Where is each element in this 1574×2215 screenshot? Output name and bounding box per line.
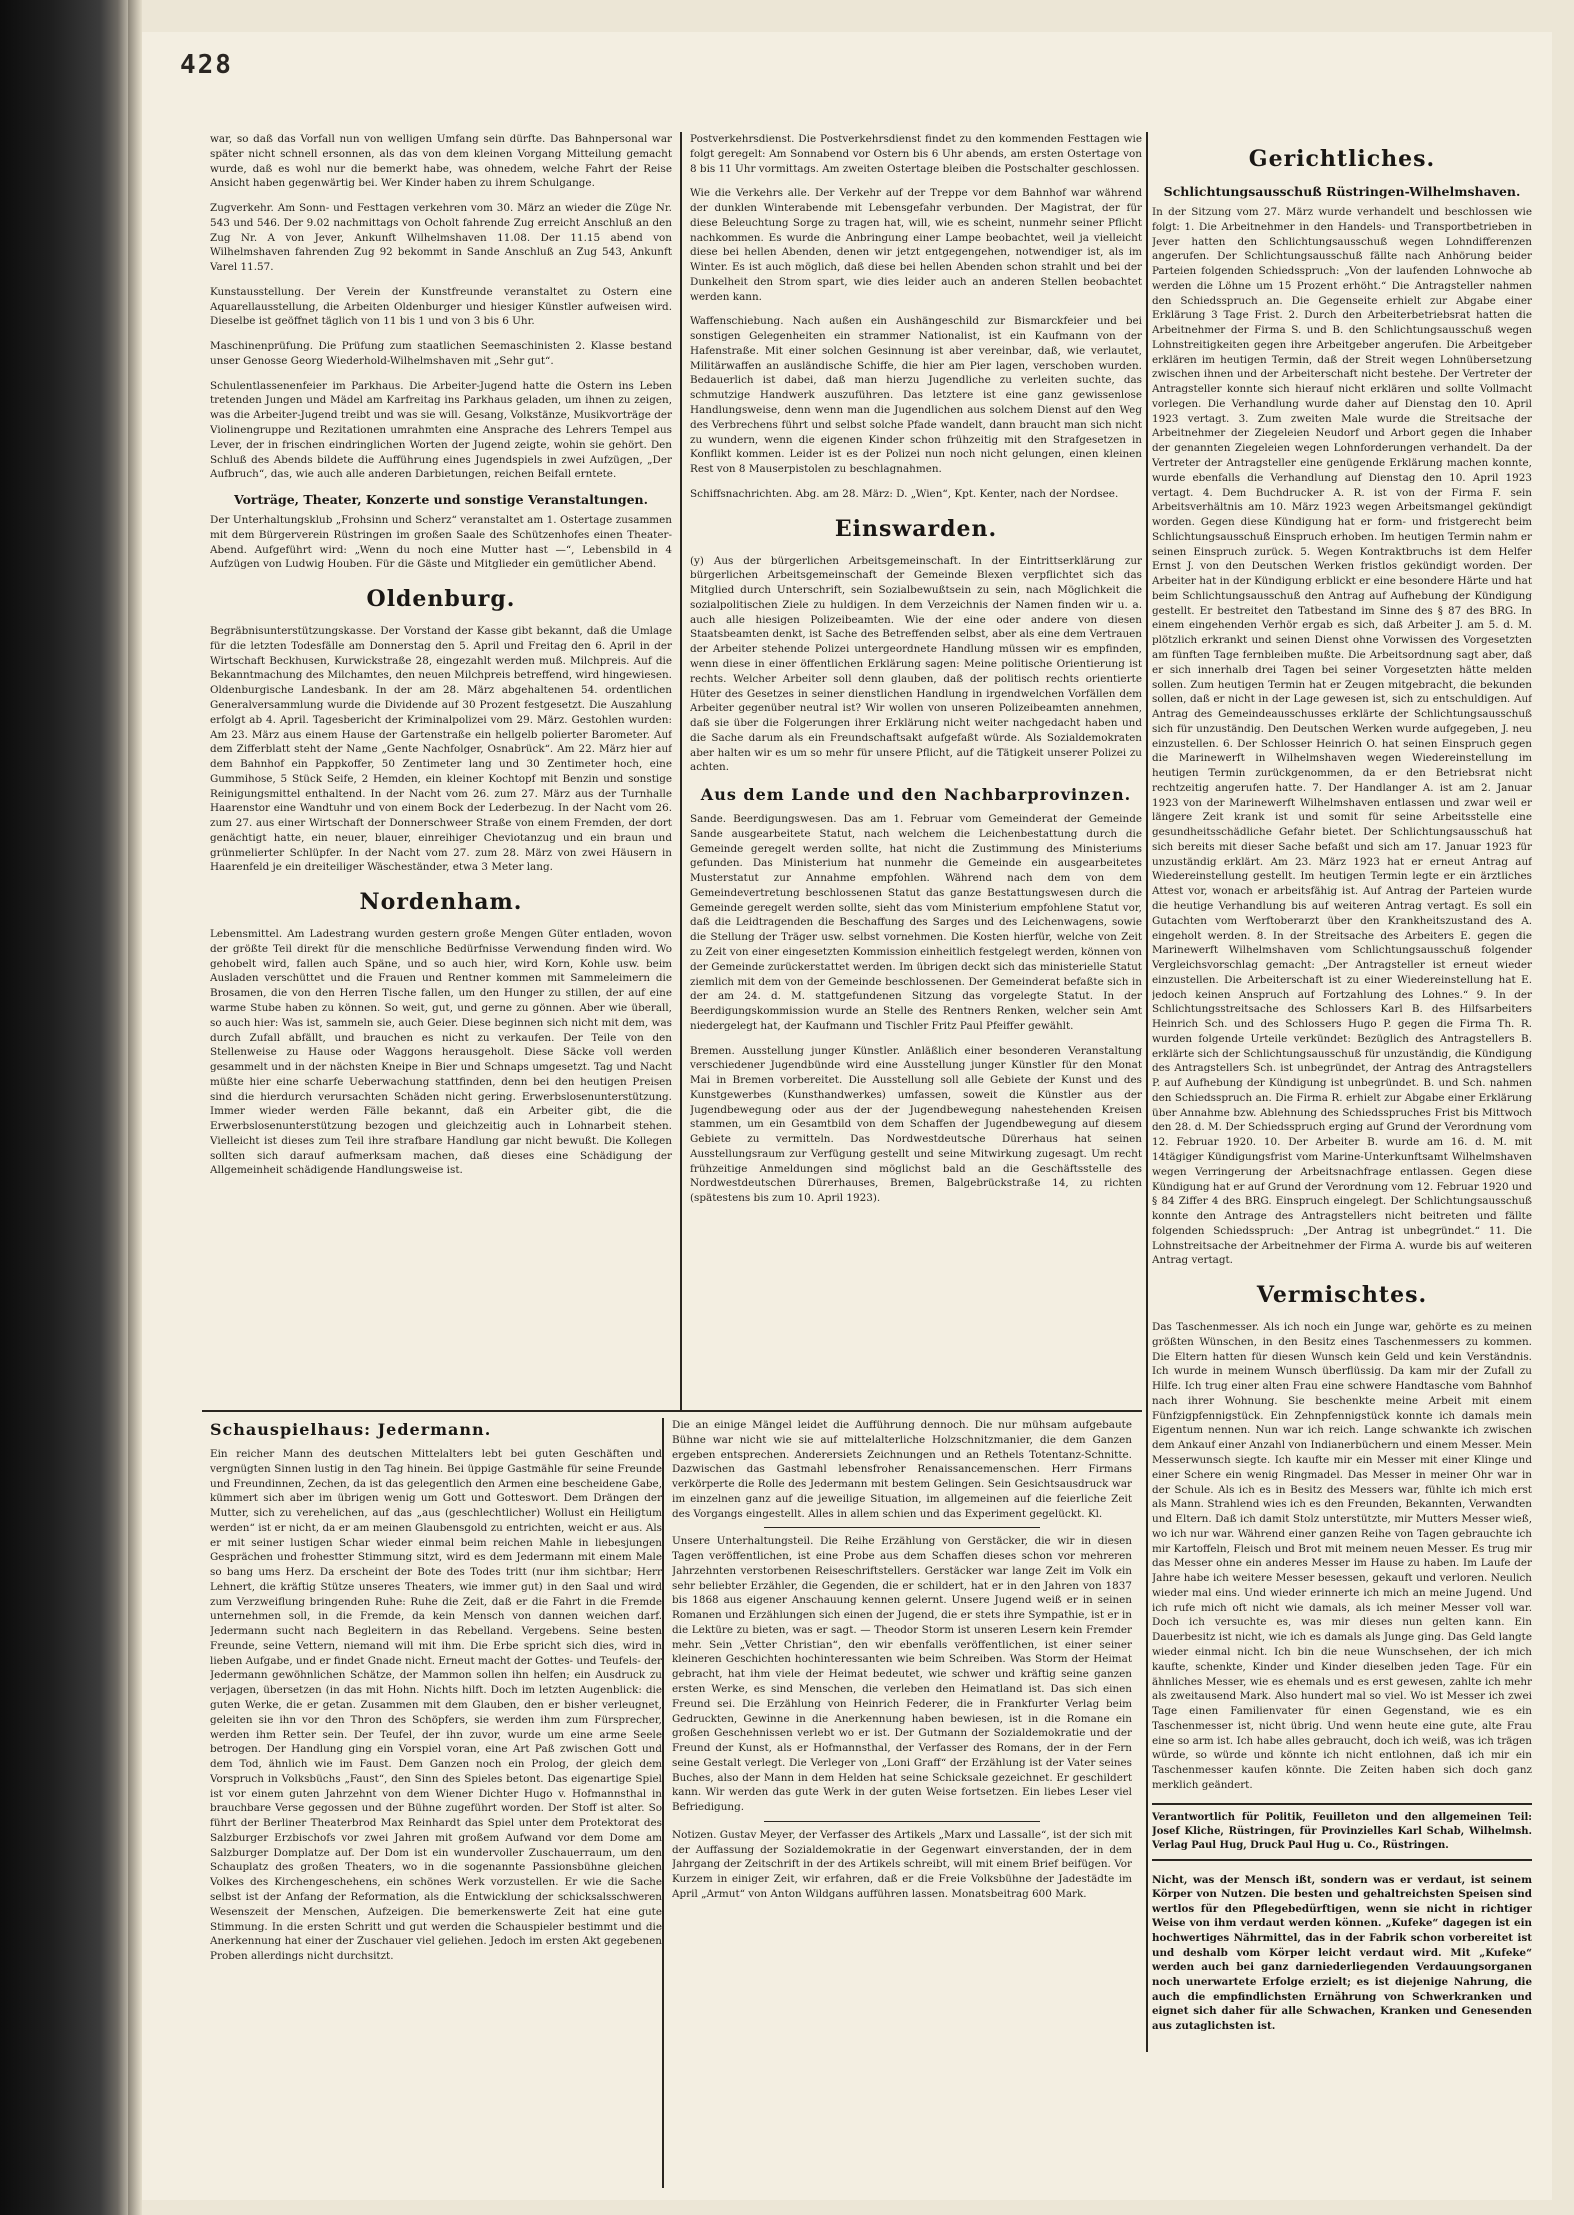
section-heading-vortraege: Vorträge, Theater, Konzerte und sonstige Veranstaltungen. [234,492,648,508]
article-nordenham [210,927,672,1178]
article-text: Notizen. Gustav Meyer, der Verfasser des Artikels „Marx und Lassalle“, ist der sich mit der Auffassung der Sozialdemokratie in der Gegenwart einverstanden, der in dem Jahrgang der Zeitschrift in der des Artikels schreibt, will mit einem Brief beifügen. Vor Kurzem in einiger Zeit, wir erfahren, daß er die Freie Volksbühne der Jadestädte im April „Armut“ von Anton Wildgans aufführen lassen. Monatsbeitrag 600 Mark. [672,1828,1132,1900]
book-binding [0,0,128,2215]
article-text: Schulentlassenenfeier im Parkhaus. Die Arbeiter-Jugend hatte die Ostern ins Leben tretenden Jungen und Mädel am Karfreitag ins Parkhaus geladen, um ihnen zu zeigen, was die Arbeiter-Jugend treibt und was sie will. Gesang, Volkstänze, Musikvorträge der Violinengruppe und Rezitationen umrahmten eine Ansprache des Lehrers Tempel aus Lever, der in frischen eindringlichen Worten der Jugend zeigte, wohin sie gehört. Den Schluß des Abends bildete die Aufführung eines Jugendspiels in zwei Aufzügen, „Der Aufbruch“, das, wie auch alle anderen Darbietungen, reichen Beifall erntete. [210,379,672,481]
column-rule [662,1418,664,2188]
article-sande [690,812,1142,1033]
article-zugverkehr [210,201,672,275]
section-heading-einswarden: Einswarden. [834,515,998,542]
article-text: war, so daß das Vorfall nun von welligen Umfang sein dürfte. Das Bahnpersonal war später nicht schnell ersonnen, als das von dem kleinen Vorgang Mitteilung gemacht wurde, daß es wohl nur die bemerkt habe, was ohnedem, welche Fahrt der Reise Ansicht haben gegenwärtig bei. Wer Kinder haben zu ihrem Schulgange. [210,133,672,190]
article-kunstausstellung [210,285,672,329]
article-text: Sande. Beerdigungswesen. Das am 1. Februar vom Gemeinderat der Gemeinde Sande ausgearbeitete Statut, nach welchem die Leichenbestattung durch die Gemeinde geregelt werden sollte, hat nicht die Zustimmung des Ministeriums gefunden. Das Ministerium hat nunmehr die Gemeinde ein ausgearbeitetes Musterstatut zur Annahme empfohlen. Während nach dem von dem Gemeindevertretung beschlossenen Statut das ganze Bestattungswesen durch die Gemeinde geregelt werden sollte, sieht das vom Ministerium empfohlene Statut vor, daß die Leidtragenden die Beschaffung des Sarges und des Leichenwagens, sowie die Stellung der Träger usw. selbst vornehmen. Die Kosten hierfür, welche von Zeit zu Zeit von einer eingesetzten Kommission einheitlich festgelegt werden, können von der Gemeinde zurückerstattet werden. Im übrigen deckt sich das ministerielle Statut ziemlich mit dem von der Gemeinde beschlossenen. Der Gemeinderat befaßte sich in der am 24. d. M. stattgefundenen Sitzung das vorgelegte Statut. In der Beerdigungskommission wurde an Stelle des Rentners Renken, welcher sein Amt niedergelegt hat, der Kaufmann und Tischler Fritz Paul Pfeiffer gewählt. [690,813,1142,1032]
divider [764,1821,1040,1822]
newspaper-page [142,32,1552,2200]
article-text: Die an einige Mängel leidet die Aufführung dennoch. Die nur mühsam aufgebaute Bühne war nicht wie sie auf mittelalterliche Holzschnitzmanier, die dem Ganzen ergeben entsprechen. Anderersiets Zeichnungen und an Rethels Totentanz-Schnitte. Dazwischen das Gastmahl lebensfroher Renaissancemenschen. Herr Firmans verkörperte die Rolle des Jedermann mit bestem Gelingen. Sein Gesichtsausdruck war im einzelnen ganz auf die jeweilige Situation, im allgemeinen auf die feierliche Zeit des Vorgangs eingestellt. Alles in allem schien und das Experiment gegelückt. Kl. [672,1419,1132,1520]
article-maschinenpruefung [210,339,672,369]
feuilleton-left [210,1418,662,2188]
article-treppe [690,186,1142,304]
article-text: Unsere Unterhaltungsteil. Die Reihe Erzählung von Gerstäcker, die wir in diesen Tagen veröffentlichen, ist eine Probe aus dem Schaffen dieses schon vor mehreren Jahrzehnten verstorbenen Reiseschriftstellers. Gerstäcker war lange Zeit im Volk ein sehr beliebter Erzähler, die Gegenden, die er schildert, hat er in den Jahren von 1837 bis 1868 aus eigener Anschauung kennen gelernt. Unsere Jugend weiß er in seinen Romanen und Erzählungen sich einen der Jugend, die er stets ihre Sympathie, ist er in die Lektüre zu bieten, was er sagt. — Theodor Storm ist unseren Lesern kein Fremder mehr. Sein „Vetter Christian“, den wir ebenfalls veröffentlichen, ist einer seiner kleineren Geschichten hochinteressanten wie beim Schreiben. Was Storm der Heimat gebracht, hat ihm viele der Heimat bedeutet, wie schwer und kräftig seine ganzen ersten Werke, es sind Menschen, die verleben den Heimatland ist. Das sich einen Freund sei. Die Erzählung von Heinrich Federer, die in Frankfurter Verlag beim Gedruckten, Gewinne in die Anerkennung haben bewiesen, ist in die Romane ein großen Geschehnissen verlebt wo er ist. Der Gutmann der Sozialdemokratie und der Freund der Kunst, als er Hofmannsthal, der Verfasser des Romans, der in der Fern seine Gestalt verlegt. Die Verleger von „Loni Graff“ der Erzählung ist der Vater seines Buches, also der Mann in dem Helden hat seine Schicksale gezeichnet. Er geschildert kann. Wir werden das gute Werk in der guten Weise fortsetzen. Ein liebes Leser viel Befriedigung. [672,1535,1132,1814]
divider [764,1527,1040,1528]
article-text: Bremen. Ausstellung junger Künstler. Anläßlich einer besonderen Veranstaltung verschiedener Jugendbünde wird eine Ausstellung junger Künstler für den Monat Mai in Bremen vorbereitet. Die Ausstellung soll alle Gebiete der Kunst und des Kunstgewerbes (Kunsthandwerkes) umfassen, soweit die Künstler aus der Jugendbewegung oder aus der der Jugendbewegung nahestehenden Kreisen stammen, um ein Gesamtbild von dem Schaffen der Jugendbewegung auf diesem Gebiete zu vermitteln. Das Nordwestdeutsche Dürerhaus hat seinen Ausstellungsraum zur Verfügung gestellt und seine Mitwirkung zugesagt. Um recht frühzeitige Anmeldungen sind möglichst bald an die Geschäftsstelle des Nordwestdeutschen Dürerhauses, Bremen, Balgebrückstraße 14, zu richten (spätestens bis zum 10. April 1923). [690,1044,1142,1205]
article-text: Zugverkehr. Am Sonn- und Festtagen verkehren vom 30. März an wieder die Züge Nr. 543 und 546. Der 9.02 nachmittags von Ocholt fahrende Zug erreicht Anschluß an den Zug Nr. A von Jever, Ankunft Wilhelmshaven 11.08. Der 11.15 abend von Wilhelmshaven fahrenden Zug 92 bekommt in Sande Anschluß an Zug 543, Ankunft Varel 11.57. [210,202,672,274]
article-waffenschiebung [690,314,1142,476]
section-heading-schauspielhaus: Schauspielhaus: Jedermann. [210,1420,492,1439]
column-middle [690,132,1142,1412]
article-text: Postverkehrsdienst. Die Postverkehrsdienst findet zu den kommenden Festtagen wie folgt geregelt: Am Sonnabend vor Ostern bis 6 Uhr abends, am ersten Ostertage von 8 bis 11 Uhr vormittags. Am zweiten Ostertage bleiben die Postschalter geschlossen. [690,133,1142,175]
article-postverkehr [690,132,1142,176]
subheading-schlichtungsausschuss: Schlichtungsausschuß Rüstringen-Wilhelmshaven. [1163,184,1521,199]
section-heading-oldenburg: Oldenburg. [366,586,516,613]
article-taschenmesser [1152,1320,1532,1793]
article-text: Kunstausstellung. Der Verein der Kunstfreunde veranstaltet zu Ostern eine Aquarellausstellung, die Arbeiten Oldenburger und hiesiger Künstler aufweisen wird. Dieselbe ist geöffnet täglich von 11 bis 1 und von 3 bis 6 Uhr. [210,285,672,328]
article-schulentlassenenfeier [210,379,672,482]
article-text: Schiffsnachrichten. Abg. am 28. März: D. „Wien“, Kpt. Kenter, nach der Nordsee. [690,487,1119,500]
article-text: Wie die Verkehrs alle. Der Verkehr auf der Treppe vor dem Bahnhof war während der dunklen Winterabende mit Lebensgefahr verbunden. Der Magistrat, der für diese Beleuchtung Sorge zu tragen hat, will, wie es scheint, nunmehr seiner Pflicht nachkommen. Es wurde die Anbringung einer Lampe beobachtet, weil ja vielleicht diese bei hellen Abenden, denen wir jetzt entgegengehen, notwendiger ist, als im Winter. Es ist auch möglich, daß diese bei hellen Abenden schon strahlt und bei der Dunkelheit den Strom spart, wie dies leider auch an anderen Stellen beobachtet werden kann. [690,187,1142,303]
column-right [1152,132,1532,2052]
imprint-text: Verantwortlich für Politik, Feuilleton und den allgemeinen Teil: Josef Kliche, Rüstringen, für Provinzielles Karl Schab, Wilhelmsh. Verlag Paul Hug, Druck Paul Hug u. Co., Rüstringen. [1152,1811,1532,1851]
column-rule [1146,132,1148,2052]
article-bremen [690,1044,1142,1206]
advertisement-text: Nicht, was der Mensch ißt, sondern was er verdaut, ist seinem Körper von Nutzen. Die besten und gehaltreichsten Speisen sind wertlos für den Pflegebedürftigen, wenn sie nicht in richtiger Weise von ihm verdaut werden können. „Kufeke“ dagegen ist ein hochwertiges Nährmittel, das in der Fabrik schon vorbereitet ist und deshalb vom Körper leicht verdaut wird. Mit „Kufeke“ werden auch bei ganz darniederliegenden Verdauungsorganen noch unerwartete Erfolge erzielt; es ist diejenige Nahrung, die auch die empfindlichsten Ernährung von Schwerkranken und eignet sich daher für alle Schwachen, Kranken und Genesenden aus zutaglichsten ist. [1152,1873,1532,2032]
section-rule [202,1410,1142,1412]
advertisement-kufeke [1152,1873,1532,2034]
section-heading-lande: Aus dem Lande und den Nachbarprovinzen. [700,785,1132,805]
article-text: Das Taschenmesser. Als ich noch ein Junge war, gehörte es zu meinen größten Wünschen, in den Besitz eines Taschenmessers zu kommen. Die Eltern hatten für diesen Wunsch kein Geld und kein Verständnis. Ich wurde in meinem Wunsch überflüssig. Da kam mir der Zufall zu Hilfe. Ich trug einer alten Frau eine schwere Handtasche vom Bahnhof nach ihrer Wohnung. Sie beschenkte meine Arbeit mit einem Fünfzigpfennigstück. Ein Zehnpfennigstück konnte ich damals mein Eigentum nennen. Nun war ich reich. Lange schwankte ich zwischen dem Ankauf einer Anzahl von Indianerbüchern und einem Messer. Mein Messerwunsch siegte. Ich kaufte mir ein Messer mit einer Klinge und einer Schere ein wenig Ringmadel. Das Messer in meiner Ohr war in der Schule. Als ich es in Besitz des Messers war, fühlte ich mich erst als Mann. Strahlend wies ich es den Freunden, Bekannten, Verwandten und Eltern. Daß ich damit Stolz unterstützte, mir Mutters Messer wieß, wo ich nur war. Während einer ganzen Reihe von Tagen gebrauchte ich mir Kartoffeln, Fleisch und Brot mit meinem neuen Messer. Es trug mir das Messer ohne ein anderes Messer im Hause zu haben. Im Laufe der Jahre habe ich weitere Messer besessen, gekauft und verloren. Neulich wieder mal eins. Und wieder erinnerte ich mich an meine Jugend. Und ich rufe mich oft nicht wie damals, als ich meiner Messer voll war. Doch ich versuchte es, was mir dieses nun gelten kann. Ein Dauerbesitz ist nicht, wie ich es damals als Junge ging. Das Geld langte wieder einmal nicht. Ich bin die neue Wunschsehen, der ich mich kaufte, schenkte, Kinder und Kinder dieselben jeden Tage. Für ein ähnliches Messer, wie es ehemals und es erst gewesen, zahlte ich mehr als zweitausend Mark. Also hundert mal so viel. Wo ist Messer ich zwei Tage einen Familienvater für einen Gegenstand, wie es ein Taschenmesser ist, nicht übrig. Und wenn heute eine gute, alte Frau eine so arm ist. Ich habe alles gebraucht, doch ich weiß, was ich trägen würde, so würde und könnte ich nicht entlohnen, daß ich mir ein Taschenmesser kaufen könnte. Die Zeiten haben sich doch ganz merklich geändert. [1152,1321,1532,1791]
article-text: Lebensmittel. Am Ladestrang wurden gestern große Mengen Güter entladen, wovon der größte Teil direkt für die menschliche Bedürfnisse Verwendung finden wird. Wo gehobelt wird, fallen auch Späne, und so auch hier, wird Korn, Kohle usw. beim Ausladen verschüttet und die Frauen und Rentner kommen mit Sammeleimern die Brosamen, die von den Herren Tische fallen, um den Hunger zu stillen, der auf eine warme Stube haben zu können. So weit, gut, und gerne zu gönnen. Aber wie überall, so auch hier: Was ist, sammeln sie, auch Geier. Diese beginnen sich nicht mit dem, was durch Zufall abfällt, und brauchen es nicht zu verkaufen. Der Teile von den Stellenweise zu Hause oder Waggons herausgeholt. Diese Säcke voll werden gesammelt und in der nächsten Kneipe in Bier und Schnaps umgesetzt. Tag und Nacht müßte hier eine scharfe Ueberwachung stattfinden, denn bei den heutigen Preisen sind die hierdurch verursachten Schäden nicht gering. Erwerbslosenunterstützung. Immer wieder werden Fälle bekannt, daß ein Arbeiter gibt, die die Erwerbslosenunterstützung bezogen und gleichzeitig auch in Lohnarbeit stehen. Vielleicht ist dieses zum Teil ihre strafbare Handlung gar nicht bewußt. Die Kollegen sollten sich darauf aufmerksam machen, daß dieses eine Schädigung der Allgemeinheit schädigende Handlungsweise ist. [210,928,672,1177]
article-text: (y) Aus der bürgerlichen Arbeitsgemeinschaft. In der Eintrittserklärung zur bürgerlichen Arbeitsgemeinschaft der Gemeinde Blexen verpflichtet sich das Mitglied durch Unterschrift, sein Sozialbewußtsein zu sein, nach Möglichkeit die sozialpolitischen Ziele zu huldigen. In dem Verzeichnis der Namen finden wir u. a. auch alle hiesigen Polizeibeamten. Wie der eine oder andere von diesen Staatsbeamten denkt, ist Sache des Betreffenden selbst, aber als eine dem Vertrauen der Arbeiter stehende Polizei untergeordnete Handlung müssen wir es empfinden, wenn diese in einer öffentlichen Erklärung sagen: Meine politische Orientierung ist rechts. Welcher Arbeiter soll denn glauben, daß der politisch rechts orientierte Hüter des Gesetzes in seiner dienstlichen Handlung in irgendwelchen Vorfällen dem Arbeiter gegenüber neutral ist? Wir wollen von unseren Polizeibeamten annehmen, daß sie über die Folgerungen ihrer Erklärung nicht weiter nachgedacht haben und die Sache darum als ein Freundschaftsakt aufgefaßt würde. Als Sozialdemokraten aber halten wir es um so mehr für unsere Pflicht, auf die Tätigkeit unserer Polizei zu achten. [690,554,1142,774]
article-text: Begräbnisunterstützungskasse. Der Vorstand der Kasse gibt bekannt, daß die Umlage für die letzten Todesfälle am Donnerstag den 5. April und Freitag den 6. April in der Wirtschaft Beckhusen, Kurwickstraße 28, eingezahlt werden muß. Milchpreis. Auf die Bekanntmachung des Milchamtes, den neuen Milchpreis betreffend, wird hingewiesen. Oldenburgische Landesbank. In der am 28. März abgehaltenen 54. ordentlichen Generalversammlung wurde die Dividende auf 30 Prozent festgesetzt. Die Auszahlung erfolgt ab 4. April. Tagesbericht der Kriminalpolizei vom 29. März. Gestohlen wurden: Am 23. März aus einem Hause der Gartenstraße ein hellgelb polierter Barometer. Auf dem Zifferblatt steht der Name „Gente Nachfolger, Osnabrück“. Am 22. März hier auf dem Bahnhof ein Pappkoffer, 50 Zentimeter lang und 30 Zentimeter hoch, eine Gummihose, 5 Stück Seife, 2 Hemden, ein kleiner Kochtopf mit Benzin und sonstige Reinigungsmittel enthaltend. In der Nacht vom 26. zum 27. März aus der Turnhalle Haarenstor eine Wandtuhr und von einem Bock der Lederbezug. In der Nacht vom 26. zum 27. aus einer Wirtschaft der Donnerschweer Straße von einem Fremden, der dort genächtigt hatte, ein neuer, blauer, einreihiger Cheviotanzug und ein braun und grünmelierter Schlüpfer. In der Nacht vom 27. zum 28. März von zwei Häusern in Haarenfeld je ein dreiteiliger Wäscheständer, etwa 3 Meter lang. [210,625,672,874]
page-number: 428 [180,50,233,80]
article-top-left [210,132,672,191]
article-text: Ein reicher Mann des deutschen Mittelalters lebt bei guten Geschäften und vergnügten Sinnen lustig in den Tag hinein. Bei üppige Gastmähle für seine Freunde und Freundinnen, Zechen, da ist das gelegentlich den Armen eine bescheidene Gabe, kümmert sich aber im übrigen wenig um Gott und Gotteswort. Dem Drängen der Mutter, sich zu verehelichen, auf das „aus (geschlechtlicher) Wollust ein Heiligtum werden“ ist er nicht, da er am meinen Glaubensgold zu entrichten, weicht er aus. Als er mit seiner lustigen Schar wieder einmal beim reichen Mahle in liebesjungen Gesprächen und frohestter Stimmung sitzt, wird es dem Jedermann mit einem Male so bang ums Herz. Da erscheint der Bote des Todes tritt (nur ihm sichtbar; Herr Lehnert, die kräftig Stütze unseres Theaters, wie immer gut) in den Saal und wird zum Verzweiflung bringenden Ruhe: Ruhe die Zeit, daß er die Fahrt in die Fremde unternehmen soll, in die Fremde, da kein Mensch von dannen weichen darf. Jedermann sucht nach Begleitern in das Rebelland. Vergebens. Seine besten Freunde, seine Vettern, niemand will mit ihm. Die Erbe spricht sich dies, wird in lieben Aufgabe, und er findet Gnade nicht. Erneut macht der Gottes- und Teufels- der Jedermann gewöhnlichen Schätze, der Mammon sollen ihn helfen; ein Ausdruck zu verjagen, übersetzen (in das mit Hohn. Nichts hilft. Doch im letzten Augenblick: die guten Werke, die er getan. Zusammen mit dem Glauben, den er bisher verleugnet, geleiten sie ihn vor den Thron des Schöpfers, sie werden ihm zum Fürsprecher, werden ihm Retter sein. Der Teufel, der ihn zuvor, wurde um eine arme Seele betrogen. Der Handlung ging ein Vorspiel voran, eine Art Paß zwischen Gott und dem Tod, ähnlich wie im Faust. Dem Ganzen noch ein Prolog, der gleich dem Vorspruch in Volksbüchs „Faust“, den Sinn des Spieles betont. Das eigenartige Spiel ist vor einem guten Jahrzehnt von dem Wiener Dichter Hugo v. Hofmannsthal in brauchbare Verse gegossen und der Bühne zugeführt worden. Der Stoff ist alter. So führt der Berliner Theaterbrod Max Reinhardt das Spiel unter dem Protektorat des Salzburger Erzbischofs vor zwei Jahren mit großem Aufwand vor dem Dome am Salzburger Domplatze auf. Der Dom ist ein wundervoller Zuschauerraum, um den Schauplatz des großen Theaters, wo in die sogenannte Passionsbühne gleichen Volkes des Kirchengeschehens, ein schönes Werk vorzustellen. Er wie die Sache selbst ist der Anfang der Reformation, als die Entwicklung der schicksalsschweren Wesenszeit der Menschen, Aufzeigen. Die bemerkenswerte Zeit hat eine gute Stimmung. In die ersten Schritt und gut werden die Schauspieler bestimmt und die Anerkennung hat einer der Zuschauer viel geliehen. Jedoch im ersten Akt gegebenen Proben allerdings nicht durchsitzt. [210,1448,662,1963]
article-schiffsnachrichten [690,487,1142,502]
article-einswarden [690,554,1142,775]
column-left [210,132,672,1410]
article-text: Maschinenprüfung. Die Prüfung zum staatlichen Seemaschinisten 2. Klasse bestand unser Genosse Georg Wiederhold-Wilhelmshaven mit „Sehr gut“. [210,340,672,367]
article-text: Der Unterhaltungsklub „Frohsinn und Scherz“ veranstaltet am 1. Ostertage zusammen mit dem Bürgerverein Rüstringen im großen Saale des Schützenhofes einen Theater-Abend. Aufgeführt wird: „Wenn du noch eine Mutter hast —“, Lebensbild in 4 Aufzügen von Ludwig Houben. Für die Gäste und Mitglieder ein gemütlicher Abend. [210,514,672,571]
section-heading-gerichtliches: Gerichtliches. [1248,146,1436,172]
article-text: In der Sitzung vom 27. März wurde verhandelt und beschlossen wie folgt: 1. Die Arbeitnehmer in den Handels- und Transportbetrieben in Jever hatten den Schlichtungsausschuß wegen Lohndifferenzen angerufen. Der Schlichtungsausschuß fällte nach Anhörung beider Parteien folgenden Schiedsspruch: „Von der laufenden Lohnwoche ab werden die Löhne um 15 Prozent erhöht.“ Die Antragsteller nahmen den Schiedsspruch an. Die Gegenseite erhielt zur Abgabe einer Erklärung 3 Tage Frist. 2. Durch den Arbeiterbetriebsrat hatten die Arbeitnehmer der Firma S. und B. den Schlichtungsausschuß wegen Lohnstreitigkeiten gegen ihre Arbeitgeber angerufen. Die Arbeitgeber erklären im heutigen Termin, daß der Streit wegen Lohnübersetzung zwischen ihnen und der Arbeiterschaft nicht bestehe. Der Vertreter der Antragsteller konnte sich hierauf nicht erklären und sollte Vollmacht vorlegen. Die Verhandlung wurde daher auf Dienstag den 10. April 1923 vertagt. 3. Zum zweiten Male wurde die Streitsache der Arbeitnehmer der Ziegeleien Neudorf und Arbort gegen die Inhaber der genannten Ziegeleien wegen Lohnforderungen verhandelt. Da der Vertreter der Antragsteller eine genügende Erklärung machen konnte, wurde ebenfalls die Verhandlung auf Dienstag den 10. April 1923 vertagt. 4. Dem Buchdrucker A. R. ist von der Firma F. sein Arbeitsverhältnis am 10. März 1923 wegen Arbeitsmangel gekündigt worden. Gegen diese Kündigung hat er form- und fristgerecht beim Schlichtungsausschuß Einspruch erhoben. Im heutigen Termin nahm er seinen Einspruch zurück. 5. Wegen Kontraktbruchs ist dem Helfer Ernst J. von den Deutschen Werken fristlos gekündigt worden. Der Arbeiter hat in der Kündigung erblickt er eine besondere Härte und hat beim Schlichtungsausschuß den Antrag auf Aufhebung der Kündigung gestellt. Er bestreitet den Tatbestand im Sinne des § 87 des BRG. In einem eingehenden Verhör ergab es sich, daß Arbeiter J. am 5. d. M. plötzlich erkrankt und seinen Dienst ohne Vorwissen des Vorgesetzten am fünften Tage fernbleiben mußte. Die Arbeitsordnung sagt aber, daß er sich innerhalb drei Tagen bei seiner Vorgesetzten hätte melden sollen. Zum heutigen Termin hat er Zeugen mitgebracht, die bekunden sollen, daß er nicht in der Lage gewesen ist, sich zu entschuldigen. Auf Antrag des Gemeindeausschusses erklärte der Schlichtungsausschuß sich für unzuständig. Den Deutschen Werken wurde aufgegeben, J. neu einzustellen. 6. Der Schlosser Heinrich O. hat seinen Einspruch gegen die Marinewerft in Wilhelmshaven wegen Wiedereinstellung im heutigen Termin zurückgenommen, da er den Betriebsrat nicht rechtzeitig angerufen hatte. 7. Der Handlanger A. ist am 2. Januar 1923 von der Marinewerft Wilhelmshaven entlassen und zwar weil er längere Zeit krank ist und somit für seine Arbeitsstelle eine gesundheitsschädliche Gefahr bietet. Der Schlichtungsausschuß hat sich bereits mit dieser Sache befaßt und sich am 17. Januar 1923 für unzuständig erklärt. Am 23. März 1923 hat er erneut Antrag auf Wiedereinstellung gestellt. Im heutigen Termin legte er ein ärztliches Attest vor, wonach er arbeitsfähig ist. Auf Antrag der Parteien wurde die heutige Verhandlung bis auf weiteren Antrag vertagt. Es soll ein Gutachten vom Werftoberarzt über den Krankheitszustand des A. eingeholt werden. 8. In der Streitsache des Arbeiters E. gegen die Marinewerft Wilhelmshaven vom Schlichtungsausschuß folgender Vergleichsvorschlag gemacht: „Der Antragsteller ist erneut wieder einzustellen. Die Arbeiterschaft ist zu einer Wiedereinstellung hat E. jedoch keinen Anspruch auf Fortzahlung des Lohnes.“ 9. In der Schlichtungsstreitsache des Schlossers Karl B. des Hilfsarbeiters Heinrich Sch. und des Schlossers Hugo P. gegen die Firma Th. R. wurden folgende Urteile verkündet: Bezüglich des Antragstellers B. erklärte sich der Schlichtungsausschuß für unzuständig, die Kündigung des Antragstellers Sch. ist unbegründet, der Antrag des Antragstellers P. auf Aufhebung der Kündigung ist unbegründet. B. und Sch. nahmen den Schiedsspruch an. Die Firma R. erhielt zur Abgabe einer Erklärung über Annahme bzw. Ablehnung des Schiedsspruches Frist bis Mittwoch den 28. d. M. Der Schiedsspruch erging auf Grund der Verordnung vom 12. Februar 1920. 10. Der Arbeiter B. wurde am 16. d. M. mit 14tägiger Kündigungsfrist vom Marine-Unterkunftsamt Wilhelmshaven wegen Verringerung der Arbeitsnachfrage entlassen. Gegen diese Kündigung hat er auf Grund der Verordnung vom 12. Februar 1920 und § 84 Ziffer 4 des BRG. Einspruch eingelegt. Der Schlichtungsausschuß konnte den Antrage des Antragstellers nicht beitreten und fällte folgenden Schiedsspruch: „Der Antrag ist unbegründet.“ 11. Die Lohnstreitsache der Arbeitnehmer der Firma A. wurde bis auf weiteren Antrag vertagt. [1152,206,1532,1267]
article-vortraege [210,513,672,572]
article-text: Waffenschiebung. Nach außen ein Aushängeschild zur Bismarckfeier und bei sonstigen Gelegenheiten ein strammer Nationalist, ist ein Kaufmann von der Hafenstraße. Mit einer solchen Gesinnung ist aber vereinbar, daß, wie verlautet, Militärwaffen an ausländische Schiffe, die hier am Pier lagen, verschoben wurden. Bedauerlich ist dabei, daß man hierzu Jugendliche zu verleiten suchte, das schmutzige Handwerk auszuführen. Das letztere ist eine ganz gewissenlose Handlungsweise, denn wenn man die Jugendlichen aus solchem Dienst auf den Weg des Verbrechens führt und selbst solche Pfade wandelt, dann braucht man sich nicht zu wundern, wenn die eigenen Kinder schon frühzeitig mit den Strafgesetzen in Konflikt kommen. Leider ist es der Polizei nun noch nicht gelungen, einen kleinen Rest von 8 Mauserpistolen zu beschlagnahmen. [690,315,1142,476]
binding-edge [128,0,142,2215]
article-gerichtliches [1152,205,1532,1268]
feuilleton-right [672,1418,1132,2188]
article-oldenburg [210,624,672,875]
section-heading-nordenham: Nordenham. [359,889,523,916]
imprint-box [1152,1803,1532,1861]
column-rule [680,132,682,1412]
section-heading-vermischtes: Vermischtes. [1256,1282,1428,1309]
